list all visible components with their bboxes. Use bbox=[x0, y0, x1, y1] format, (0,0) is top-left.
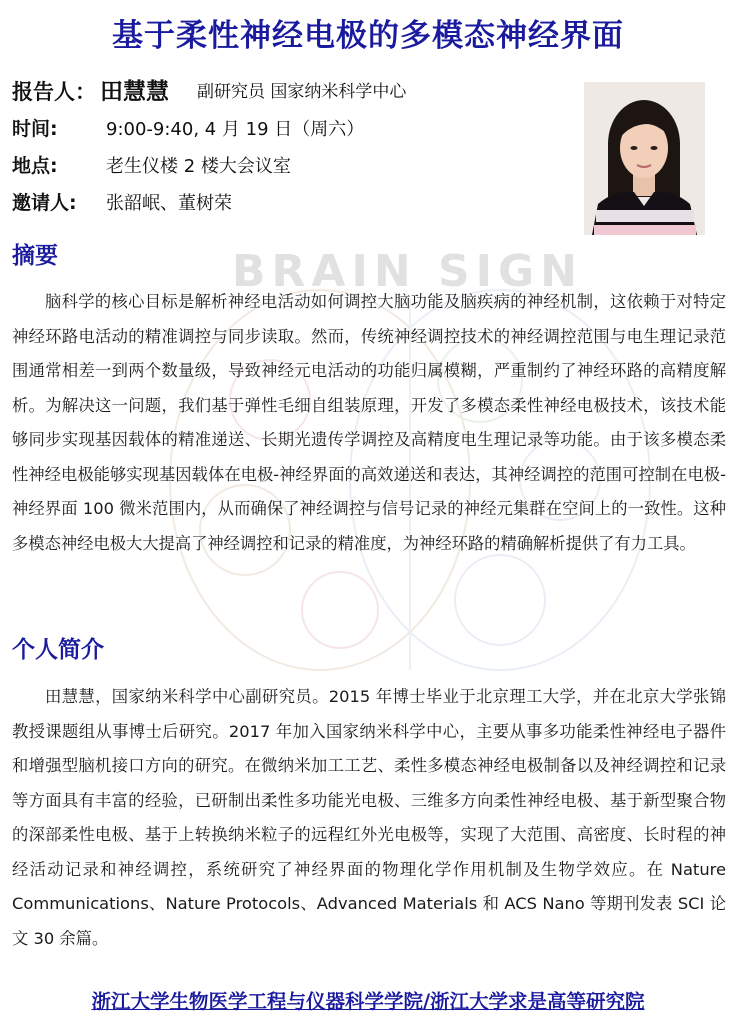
speaker-affiliation: 副研究员 国家纳米科学中心 bbox=[197, 82, 407, 102]
watermark-text: BRAIN SIGN bbox=[232, 246, 583, 297]
speaker-photo bbox=[584, 82, 705, 235]
location-label: 地点: bbox=[12, 155, 58, 177]
time-value: 9:00-9:40, 4 月 19 日（周六） bbox=[106, 119, 365, 140]
location-value: 老生仪楼 2 楼大会议室 bbox=[106, 156, 291, 177]
location-row bbox=[12, 148, 572, 185]
time-row bbox=[12, 111, 572, 148]
speaker-label: 报告人： bbox=[12, 80, 96, 104]
bio-text: 田慧慧，国家纳米科学中心副研究员。2015 年博士毕业于北京理工大学，并在北京大学张锦教授课题组从事博士后研究。2017 年加入国家纳米科学中心，主要从事多功能柔性神经电子器件和增强型脑机接口方向的研究。在微纳米加工工艺、柔性多模态神经电极制备以及神经调控和记录等方面具有丰富的经验，已研制出柔性多功能光电极、三维多方向柔性神经电极、基于新型聚合物的深部柔性电极、基于上转换纳米粒子的远程红外光电极等，实现了大范围、高密度、长时程的神经活动记录和神经调控，系统研究了神经界面的物理化学作用机制及生物学效应。在 Nature Communications、Nature Protocols、Advanced Materials 和 ACS Nano 等期刊发表 SCI 论文 30 余篇。 bbox=[12, 687, 726, 948]
event-info bbox=[12, 74, 572, 222]
bio-heading: 个人简介 bbox=[12, 637, 104, 663]
inviter-row bbox=[12, 185, 572, 222]
abstract-text: 脑科学的核心目标是解析神经电活动如何调控大脑功能及脑疾病的神经机制，这依赖于对特定神经环路电活动的精准调控与同步读取。然而，传统神经调控技术的神经调控范围与电生理记录范围通常相差一到两个数量级，导致神经元电活动的功能归属模糊，严重制约了神经环路的高精度解析。为解决这一问题，我们基于弹性毛细自组装原理，开发了多模态柔性神经电极技术，该技术能够同步实现基因载体的精准递送、长期光遗传学调控及高精度电生理记录等功能。由于该多模态柔性神经电极能够实现基因载体在电极-神经界面的高效递送和表达，其神经调控的范围可控制在电极-神经界面 100 微米范围内，从而确保了神经调控与信号记录的神经元集群在空间上的一致性。这种多模态神经电极大大提高了神经调控和记录的精准度，为神经环路的精确解析提供了有力工具。 bbox=[12, 292, 726, 553]
page-title: 基于柔性神经电极的多模态神经界面 bbox=[112, 18, 624, 54]
speaker-row bbox=[12, 74, 572, 111]
footer-institution: 浙江大学生物医学工程与仪器科学学院/浙江大学求是高等研究院 bbox=[91, 990, 645, 1013]
time-label: 时间: bbox=[12, 118, 58, 140]
inviter-label: 邀请人: bbox=[12, 192, 77, 214]
speaker-name: 田慧慧 bbox=[100, 79, 169, 105]
inviter-value: 张韶岷、董树荣 bbox=[106, 193, 232, 214]
abstract-heading: 摘要 bbox=[12, 243, 58, 269]
